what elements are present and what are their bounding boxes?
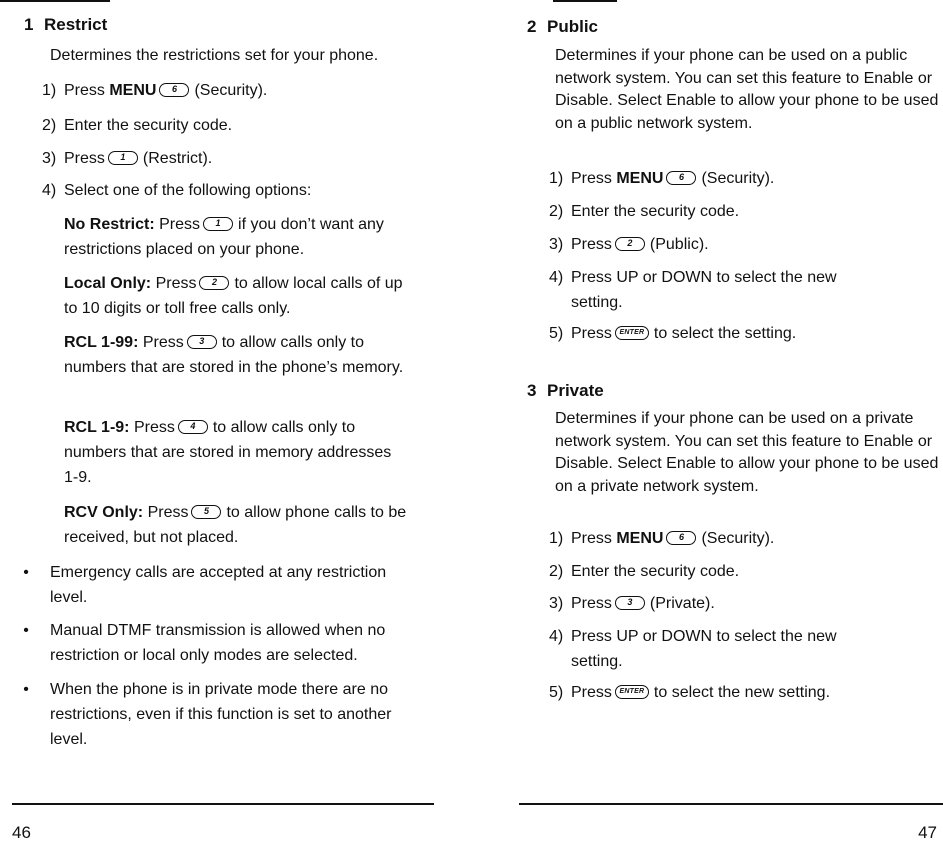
public-step-4: 4) Press UP or DOWN to select the new setting. [549, 269, 837, 311]
section-title-private [527, 381, 604, 401]
key-1-icon: 1 [203, 217, 233, 231]
bullet-dot-icon: • [23, 681, 29, 698]
enter-key-icon: ENTER [615, 326, 649, 340]
private-step-5: 5) Press ENTER to select the new setting. [549, 684, 831, 701]
private-step-2: 2) Enter the security code. [549, 563, 740, 580]
bullet-private-mode: • When the phone is in private mode there are no restrictions, even if this function is set to another level. [50, 677, 420, 752]
key-2-icon: 2 [615, 237, 645, 251]
bullet-emergency: • Emergency calls are accepted at any restriction level. [50, 560, 390, 610]
restrict-description: Determines the restrictions set for your phone. [50, 47, 379, 64]
key-5-icon: 5 [191, 505, 221, 519]
section-title-restrict [24, 15, 107, 35]
option-rcl-1-99: RCL 1-99: Press 3 to allow calls only to numbers that are stored in the phone’s memory. [64, 334, 404, 376]
public-step-5: 5) Press ENTER to select the setting. [549, 325, 797, 342]
key-2-icon: 2 [199, 276, 229, 290]
public-description: Determines if your phone can be used on a public network system. You can set this feature to Enable or Disable. Select Enable to allow your phone to be used on a public network system. [555, 47, 939, 132]
top-rule [0, 0, 110, 2]
section-number: 1 [24, 15, 34, 34]
section-title-text: Private [547, 381, 604, 400]
key-6-icon: 6 [159, 83, 189, 97]
private-step-3: 3) Press 3 (Private). [549, 595, 715, 612]
bullet-dtmf: • Manual DTMF transmission is allowed when no restriction or local only modes are selected. [50, 618, 435, 668]
private-step-4: 4) Press UP or DOWN to select the new setting. [549, 628, 837, 670]
top-rule [553, 0, 617, 2]
option-rcv-only: RCV Only: Press 5 to allow phone calls to be received, but not placed. [64, 504, 407, 546]
bullet-dot-icon: • [23, 564, 29, 581]
bottom-rule [519, 803, 943, 805]
section-number: 3 [527, 381, 537, 400]
public-step-1: 1) Press MENU 6 (Security). [549, 170, 775, 187]
key-6-icon: 6 [666, 171, 696, 185]
section-title-text: Public [547, 17, 599, 36]
key-3-icon: 3 [615, 596, 645, 610]
key-1-icon: 1 [108, 151, 138, 165]
option-rcl-1-9: RCL 1-9: Press 4 to allow calls only to numbers that are stored in memory addresses 1-9. [64, 419, 392, 486]
private-description: Determines if your phone can be used on a private network system. You can set this feature to Enable or Disable. Select Enable to allow your phone to be used on a private network system. [555, 410, 939, 495]
section-number: 2 [527, 17, 537, 36]
public-step-3: 3) Press 2 (Public). [549, 236, 709, 253]
enter-key-icon: ENTER [615, 685, 649, 699]
left-page [0, 0, 460, 849]
bottom-rule [12, 803, 434, 805]
restrict-step-3: 3) Press 1 (Restrict). [42, 150, 213, 167]
option-no-restrict: No Restrict: Press 1 if you don’t want any restrictions placed on your phone. [64, 216, 384, 258]
restrict-step-4: 4) Select one of the following options: [42, 182, 312, 199]
key-6-icon: 6 [666, 531, 696, 545]
private-step-1: 1) Press MENU 6 (Security). [549, 530, 775, 547]
page-number: 47 [918, 823, 937, 842]
restrict-step-1: 1) Press MENU 6 (Security). [42, 82, 268, 99]
restrict-step-2: 2) Enter the security code. [42, 117, 233, 134]
section-title-public [527, 17, 598, 37]
public-step-2: 2) Enter the security code. [549, 203, 740, 220]
right-page [505, 0, 943, 849]
page-number: 46 [12, 823, 31, 842]
key-4-icon: 4 [178, 420, 208, 434]
option-local-only: Local Only: Press 2 to allow local calls of up to 10 digits or toll free calls only. [64, 275, 403, 317]
bullet-dot-icon: • [23, 622, 29, 639]
key-3-icon: 3 [187, 335, 217, 349]
section-title-text: Restrict [44, 15, 108, 34]
